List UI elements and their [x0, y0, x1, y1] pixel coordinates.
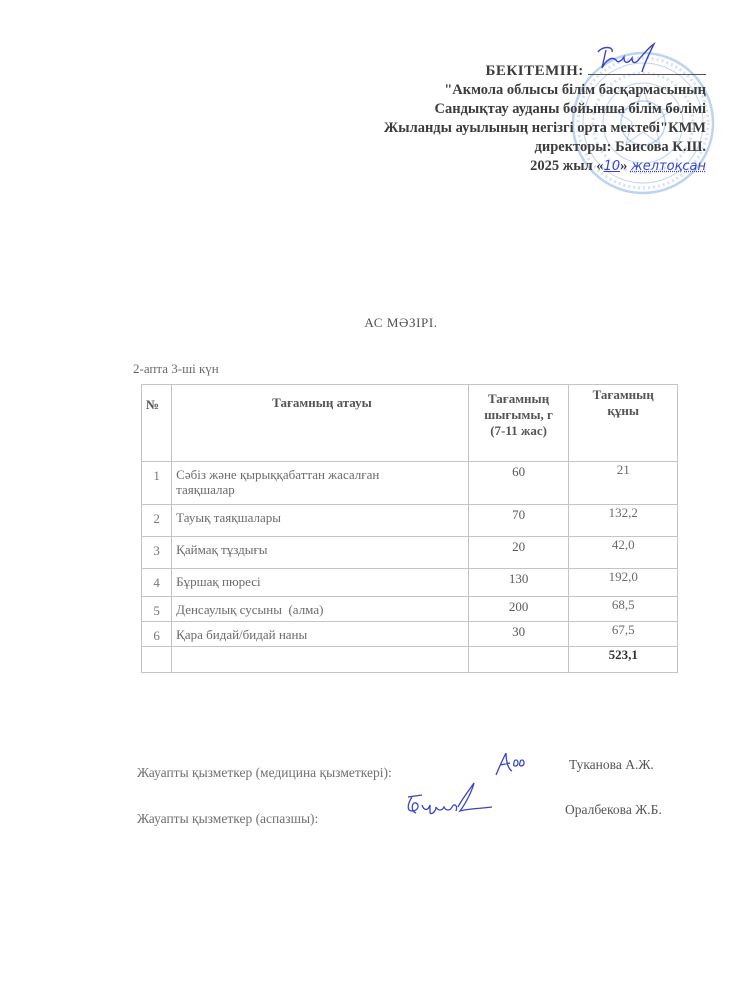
row-name: Қара бидай/бидай наны [172, 622, 469, 647]
table-row [142, 462, 678, 505]
row-qty: 130 [468, 569, 569, 597]
row-name: Сәбіз және қырыққабаттан жасалған таяқшалар [172, 462, 469, 505]
row-no: 2 [142, 505, 172, 537]
row-qty: 200 [468, 597, 569, 622]
director-signature-icon [592, 42, 672, 76]
org-line-3: Жыланды ауылының негізгі орта мектебі"КММ [383, 120, 706, 136]
table-row [142, 597, 678, 622]
row-qty: 60 [468, 462, 569, 505]
director-line: директоры: Баисова К.Ш. [534, 139, 706, 155]
menu-table [141, 384, 678, 673]
row-price: 21 [569, 462, 678, 505]
row-qty: 20 [468, 537, 569, 569]
row-price: 192,0 [569, 569, 678, 597]
responsible-medical-name: Туканова А.Ж. [569, 757, 654, 772]
responsible-medical-role: Жауапты қызметкер (медицина қызметкері): [137, 765, 392, 780]
cook-signature-icon [402, 781, 497, 823]
total-qty-empty [468, 647, 569, 673]
responsible-cook-name: Оралбекова Ж.Б. [565, 802, 662, 817]
date-prefix: 2025 жыл « [530, 158, 604, 174]
total-no-empty [142, 647, 172, 673]
row-name: Тауық таяқшалары [172, 505, 469, 537]
row-name: Денсаулық сусыны (алма) [172, 597, 469, 622]
date-month: желтоқсан [630, 159, 706, 174]
header-name: Тағамның атауы [172, 385, 469, 462]
header-qty-line1: Тағамның [487, 391, 550, 406]
responsible-cook [137, 802, 717, 827]
row-no: 6 [142, 622, 172, 647]
org-line-1: "Акмола облысы білім басқармасының [444, 82, 706, 98]
row-no: 1 [142, 462, 172, 505]
row-no: 5 [142, 597, 172, 622]
responsible-medical [137, 757, 717, 781]
row-name: Қаймақ тұздығы [172, 537, 469, 569]
table-total-row [142, 647, 678, 673]
row-qty: 70 [468, 505, 569, 537]
row-price: 42,0 [569, 537, 678, 569]
document-title: АС МӘЗІРІ. [364, 315, 438, 330]
row-no: 3 [142, 537, 172, 569]
date-day: 10 [603, 159, 621, 174]
table-row [142, 537, 678, 569]
header-price [569, 385, 678, 462]
header-price-line2: құны [607, 403, 640, 418]
table-row [142, 622, 678, 647]
row-qty: 30 [468, 622, 569, 647]
row-price: 132,2 [569, 505, 678, 537]
director-signature-line [588, 60, 706, 75]
date-line [384, 157, 706, 176]
org-line-2: Сандықтау ауданы бойынша білім бөлімі [434, 101, 706, 117]
date-close: » [620, 158, 628, 174]
total-name-empty [172, 647, 469, 673]
responsible-cook-role: Жауапты қызметкер (аспазшы): [137, 811, 319, 826]
medical-signature-icon [492, 751, 532, 777]
table-row [142, 505, 678, 537]
table-row [142, 569, 678, 597]
total-price: 523,1 [569, 647, 678, 673]
approval-title: БЕКІТЕМІН: [485, 63, 584, 79]
row-price: 67,5 [569, 622, 678, 647]
header-qty [468, 385, 569, 462]
row-no: 4 [142, 569, 172, 597]
approval-title-line [384, 60, 706, 81]
document-subtitle: 2-апта 3-ші күн [133, 361, 219, 376]
header-price-line1: Тағамның [592, 387, 654, 402]
row-price: 68,5 [569, 597, 678, 622]
header-qty-line2: шығымы, г [484, 407, 553, 422]
header-qty-line3: (7-11 жас) [490, 423, 547, 438]
header-no: № [142, 385, 172, 462]
row-name: Бұршақ пюресі [172, 569, 469, 597]
approval-block [384, 60, 706, 176]
table-header-row [142, 385, 678, 462]
